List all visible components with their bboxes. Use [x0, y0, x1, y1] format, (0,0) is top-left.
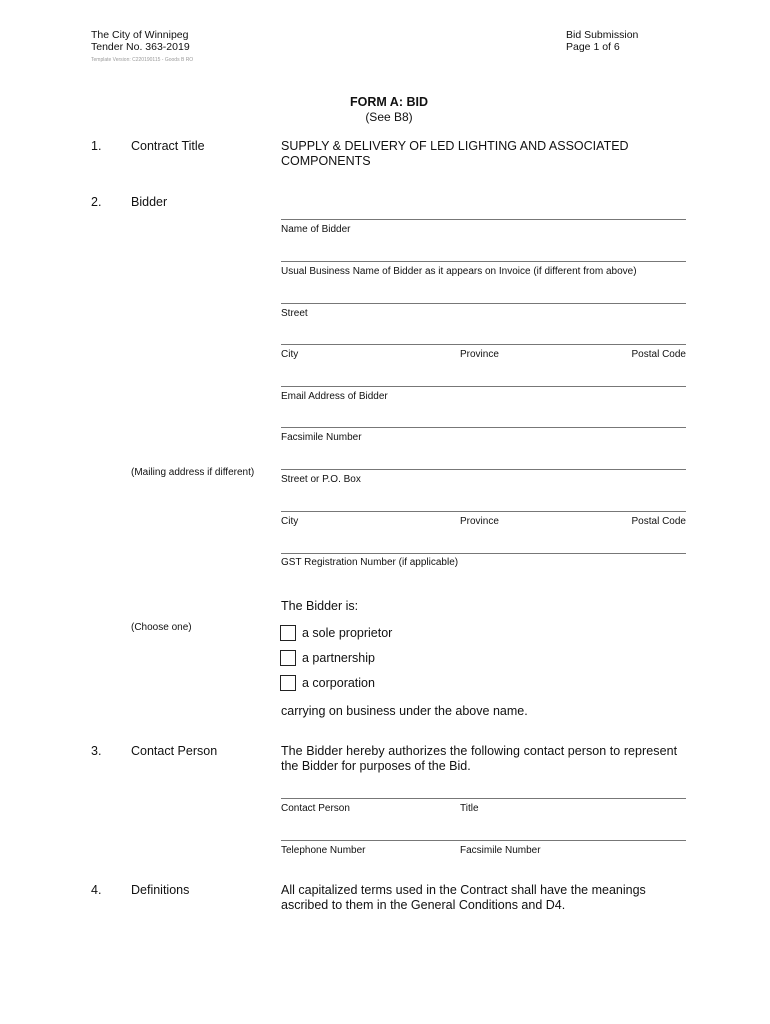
contact-person-line-1: The Bidder hereby authorizes the following contact person to represent: [281, 744, 678, 758]
city-province-postal-field[interactable]: [281, 344, 686, 345]
mailing-address-note: (Mailing address if different): [131, 467, 255, 478]
email-caption: Email Address of Bidder: [281, 391, 388, 402]
section-1-number: 1.: [91, 139, 102, 153]
corporation-label: a corporation: [302, 676, 375, 690]
bidder-is-label: The Bidder is:: [281, 599, 359, 613]
street-field[interactable]: [281, 303, 686, 304]
city-caption: City: [281, 349, 299, 360]
facsimile-field[interactable]: [281, 427, 686, 428]
bidder-label: Bidder: [131, 195, 168, 209]
partnership-label: a partnership: [302, 651, 375, 665]
street-po-box-field[interactable]: [281, 469, 686, 470]
sole-proprietor-label: a sole proprietor: [302, 626, 393, 640]
mailing-city-caption: City: [281, 516, 299, 527]
section-4-number: 4.: [91, 883, 102, 897]
form-subtitle: (See B8): [365, 110, 413, 124]
section-2-number: 2.: [91, 195, 102, 209]
carrying-on-business-text: carrying on business under the above name.: [281, 704, 528, 718]
mailing-city-province-postal-field[interactable]: [281, 511, 686, 512]
partnership-checkbox[interactable]: [280, 650, 296, 666]
mailing-province-caption: Province: [460, 516, 499, 527]
definitions-paragraph: [281, 883, 686, 913]
form-title: FORM A: BID: [350, 95, 428, 109]
contact-person-line-2: the Bidder for purposes of the Bid.: [281, 759, 471, 773]
telephone-facsimile-field[interactable]: [281, 840, 686, 841]
contract-title-value: [281, 139, 629, 169]
definitions-label: Definitions: [131, 883, 190, 897]
header-left: [91, 29, 190, 53]
name-of-bidder-field[interactable]: [281, 219, 686, 220]
choose-one-note: (Choose one): [131, 622, 192, 633]
province-caption: Province: [460, 349, 499, 360]
contact-person-title-field[interactable]: [281, 798, 686, 799]
contract-title-line-1: SUPPLY & DELIVERY OF LED LIGHTING AND ASSOCIATED: [281, 139, 629, 153]
contract-title-label: Contract Title: [131, 139, 205, 153]
facsimile-caption: Facsimile Number: [281, 432, 362, 443]
gst-registration-field[interactable]: [281, 553, 686, 554]
contact-person-label: Contact Person: [131, 744, 218, 758]
mailing-postal-code-caption: Postal Code: [631, 516, 686, 527]
tender-number: Tender No. 363-2019: [91, 41, 190, 53]
contact-person-paragraph: [281, 744, 686, 774]
name-of-bidder-caption: Name of Bidder: [281, 224, 351, 235]
template-version: Template Version: C220190115 - Goods B RO: [91, 57, 194, 63]
street-caption: Street: [281, 308, 308, 319]
definitions-line-1: All capitalized terms used in the Contract shall have the meanings: [281, 883, 646, 897]
page-number: Page 1 of 6: [566, 41, 620, 53]
contract-title-line-2: COMPONENTS: [281, 154, 371, 168]
definitions-line-2: ascribed to them in the General Conditions and D4.: [281, 898, 566, 912]
gst-registration-caption: GST Registration Number (if applicable): [281, 557, 459, 568]
contact-facsimile-caption: Facsimile Number: [460, 845, 541, 856]
section-3-number: 3.: [91, 744, 102, 758]
bid-submission-label: Bid Submission: [566, 29, 639, 41]
street-po-box-caption: Street or P.O. Box: [281, 474, 361, 485]
telephone-caption: Telephone Number: [281, 845, 366, 856]
city-name: The City of Winnipeg: [91, 29, 189, 41]
usual-business-name-caption: Usual Business Name of Bidder as it appears on Invoice (if different from above): [281, 266, 637, 277]
header-right: [566, 29, 638, 53]
corporation-checkbox[interactable]: [280, 675, 296, 691]
sole-proprietor-checkbox[interactable]: [280, 625, 296, 641]
title-caption: Title: [460, 803, 479, 814]
usual-business-name-field[interactable]: [281, 261, 686, 262]
postal-code-caption: Postal Code: [631, 349, 686, 360]
contact-person-caption: Contact Person: [281, 803, 350, 814]
email-field[interactable]: [281, 386, 686, 387]
